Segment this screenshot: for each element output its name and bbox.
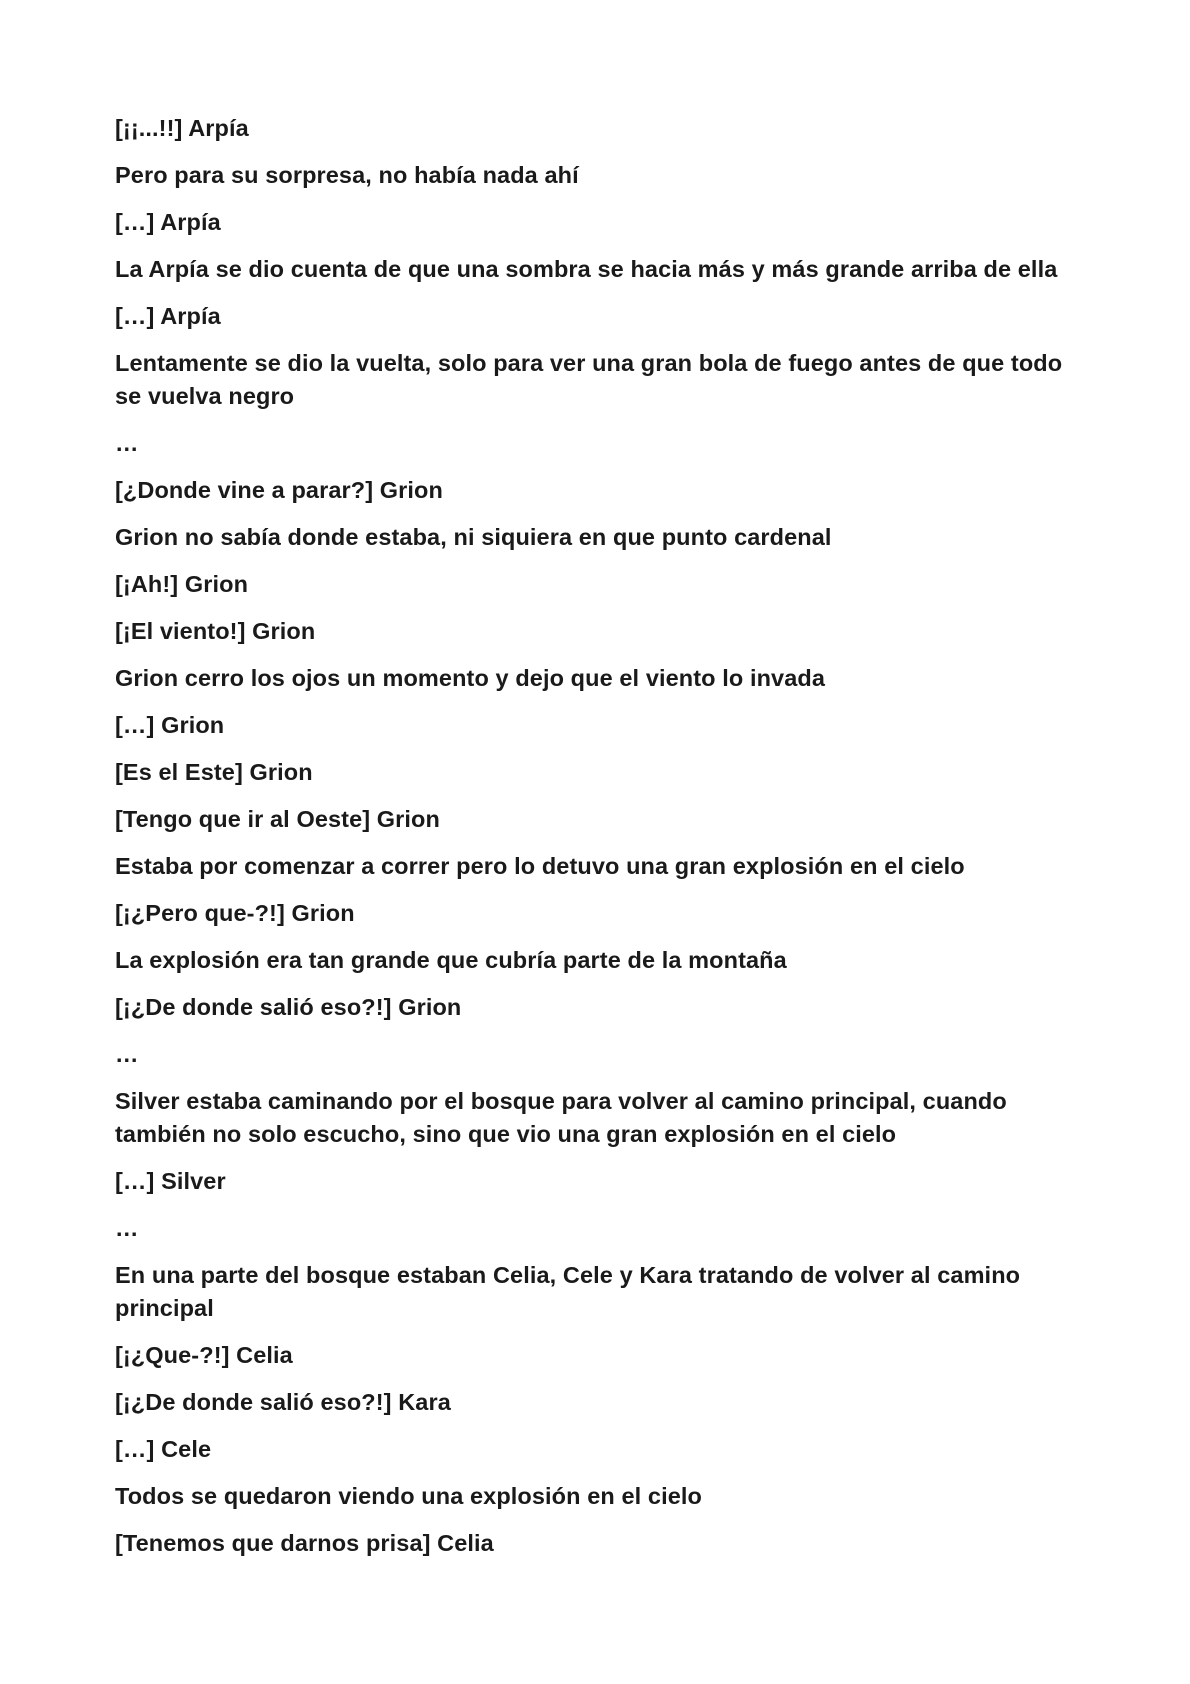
paragraph: Grion no sabía donde estaba, ni siquiera en que punto cardenal: [115, 524, 832, 550]
paragraph: [¡¿Pero que-?!] Grion: [115, 900, 355, 926]
paragraph: [Tenemos que darnos prisa] Celia: [115, 1530, 494, 1556]
paragraph: La explosión era tan grande que cubría parte de la montaña: [115, 947, 787, 973]
paragraph: …: [115, 1215, 139, 1241]
paragraph: Lentamente se dio la vuelta, solo para ver una gran bola de fuego antes de que todo se vuelva negro: [115, 350, 1063, 409]
paragraph: [Es el Este] Grion: [115, 759, 313, 785]
paragraph: [¡¿De donde salió eso?!] Grion: [115, 994, 462, 1020]
paragraph: [¡El viento!] Grion: [115, 618, 316, 644]
paragraph: […] Silver: [115, 1168, 226, 1194]
paragraph: …: [115, 430, 139, 456]
paragraph: [¡Ah!] Grion: [115, 571, 249, 597]
paragraph: […] Arpía: [115, 303, 221, 329]
document-body: [115, 112, 1090, 1574]
paragraph: […] Arpía: [115, 209, 221, 235]
paragraph: Todos se quedaron viendo una explosión en el cielo: [115, 1483, 702, 1509]
paragraph: […] Cele: [115, 1436, 212, 1462]
paragraph: Grion cerro los ojos un momento y dejo que el viento lo invada: [115, 665, 826, 691]
paragraph: Pero para su sorpresa, no había nada ahí: [115, 162, 579, 188]
paragraph: [¡¿Que-?!] Celia: [115, 1342, 293, 1368]
paragraph: La Arpía se dio cuenta de que una sombra se hacia más y más grande arriba de ella: [115, 256, 1058, 282]
paragraph: [¡¿De donde salió eso?!] Kara: [115, 1389, 451, 1415]
paragraph: Estaba por comenzar a correr pero lo detuvo una gran explosión en el cielo: [115, 853, 965, 879]
paragraph: En una parte del bosque estaban Celia, Cele y Kara tratando de volver al camino principal: [115, 1262, 1021, 1321]
paragraph: [¡¡...!!] Arpía: [115, 115, 249, 141]
paragraph: Silver estaba caminando por el bosque para volver al camino principal, cuando también no solo escucho, sino que vio una gran explosión en el cielo: [115, 1088, 1007, 1147]
paragraph: [Tengo que ir al Oeste] Grion: [115, 806, 440, 832]
paragraph: …: [115, 1041, 139, 1067]
paragraph: [¿Donde vine a parar?] Grion: [115, 477, 443, 503]
paragraph: […] Grion: [115, 712, 225, 738]
